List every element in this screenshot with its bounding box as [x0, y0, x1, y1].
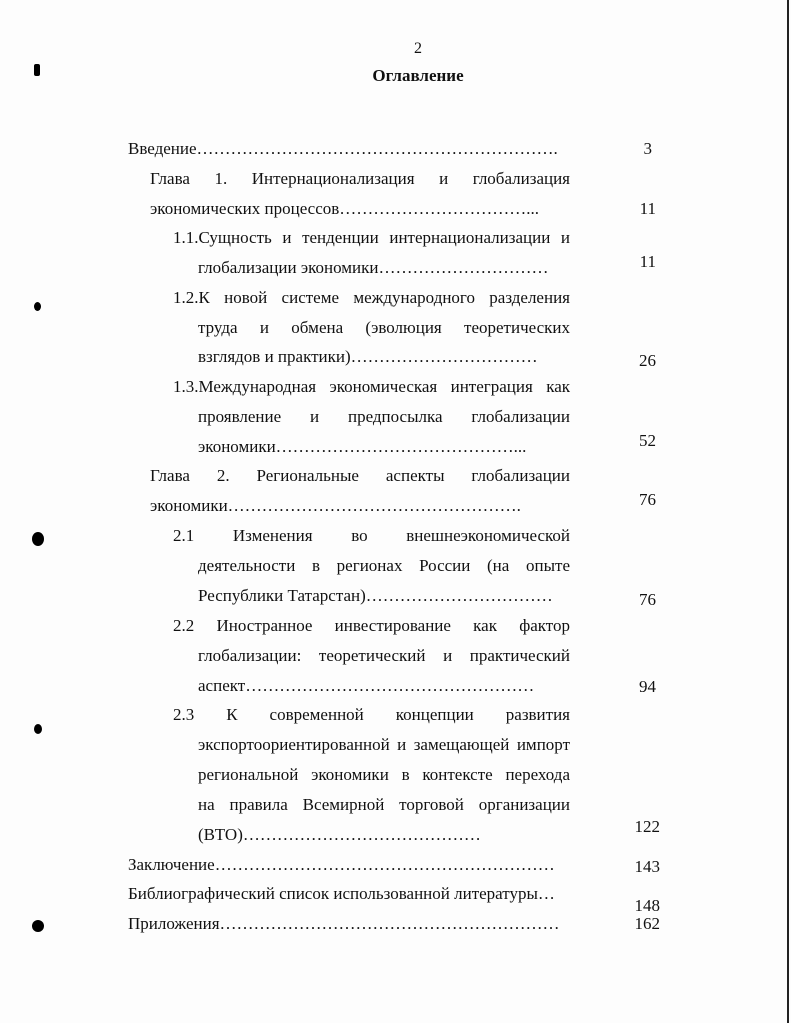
toc-section-1-1-line: 1.1.Сущность и тенденции интернационализации и [173, 228, 570, 247]
toc-chapter-2-line: Глава 2. Региональные аспекты глобализации [150, 466, 570, 485]
scan-mark [34, 724, 42, 734]
toc-section-2-3-line: региональной экономики в контексте перехода [198, 765, 570, 784]
toc-section-2-2-line: глобализации: теоретический и практический [198, 646, 570, 665]
toc-section-1-2-line: труда и обмена (эволюция теоретических [198, 318, 570, 337]
toc-section-1-2-page: 26 [639, 351, 656, 370]
toc-section-1-2-line: 1.2.К новой системе международного разделения [173, 288, 570, 307]
scan-edge-line [787, 0, 789, 1023]
toc-section-2-3-line: экспортоориентированной и замещающей импорт [198, 735, 570, 754]
toc-section-1-2-line: взглядов и практики)…………………………… [198, 347, 538, 366]
toc-entry-conclusion-page: 143 [634, 857, 660, 876]
page-number: 2 [414, 40, 422, 57]
toc-chapter-2-line: экономики……………………………………………. [150, 496, 521, 515]
toc-section-2-2-line: аспект…………………………………………… [198, 676, 535, 695]
toc-section-2-3-line: (ВТО)…………………………………… [198, 825, 481, 844]
toc-entry-bibliography-page: 148 [634, 896, 660, 915]
toc-section-1-3-page: 52 [639, 431, 656, 450]
scan-mark [32, 532, 44, 546]
toc-section-2-1-page: 76 [639, 590, 656, 609]
toc-chapter-1-line: экономических процессов……………………………... [150, 199, 540, 218]
toc-section-2-1-line: 2.1 Изменения во внешнеэкономической [173, 526, 570, 545]
scan-mark [32, 920, 44, 932]
toc-section-2-3-line: 2.3 К современной концепции развития [173, 705, 570, 724]
toc-entry-appendices: Приложения…………………………………………………… [128, 914, 560, 933]
toc-section-2-3-page: 122 [634, 817, 660, 836]
toc-chapter-2-page: 76 [639, 490, 656, 509]
toc-section-1-1-page: 11 [639, 252, 656, 271]
toc-entry-conclusion: Заключение…………………………………………………… [128, 855, 555, 874]
toc-section-1-3-line: 1.3.Международная экономическая интеграция как [173, 377, 570, 396]
toc-section-2-2-line: 2.2 Иностранное инвестирование как фактор [173, 616, 570, 635]
toc-entry-bibliography: Библиографический список использованной литературы… [128, 884, 555, 903]
toc-entry-intro: Введение………………………………………………………. [128, 139, 558, 158]
page-title: Оглавление [372, 66, 464, 85]
toc-entry-intro-page: 3 [643, 139, 652, 158]
toc-section-2-1-line: Республики Татарстан)…………………………… [198, 586, 553, 605]
toc-section-2-1-line: деятельности в регионах России (на опыте [198, 556, 570, 575]
toc-section-1-3-line: экономики……………………………………... [198, 437, 527, 456]
toc-chapter-1-page: 11 [639, 199, 656, 218]
scan-mark [34, 302, 41, 311]
toc-section-1-3-line: проявление и предпосылка глобализации [198, 407, 570, 426]
toc-entry-appendices-page: 162 [634, 914, 660, 933]
toc-section-2-2-page: 94 [639, 677, 656, 696]
toc-section-1-1-line: глобализации экономики………………………… [198, 258, 549, 277]
toc-section-2-3-line: на правила Всемирной торговой организации [198, 795, 570, 814]
toc-chapter-1-line: Глава 1. Интернационализация и глобализация [150, 169, 570, 188]
